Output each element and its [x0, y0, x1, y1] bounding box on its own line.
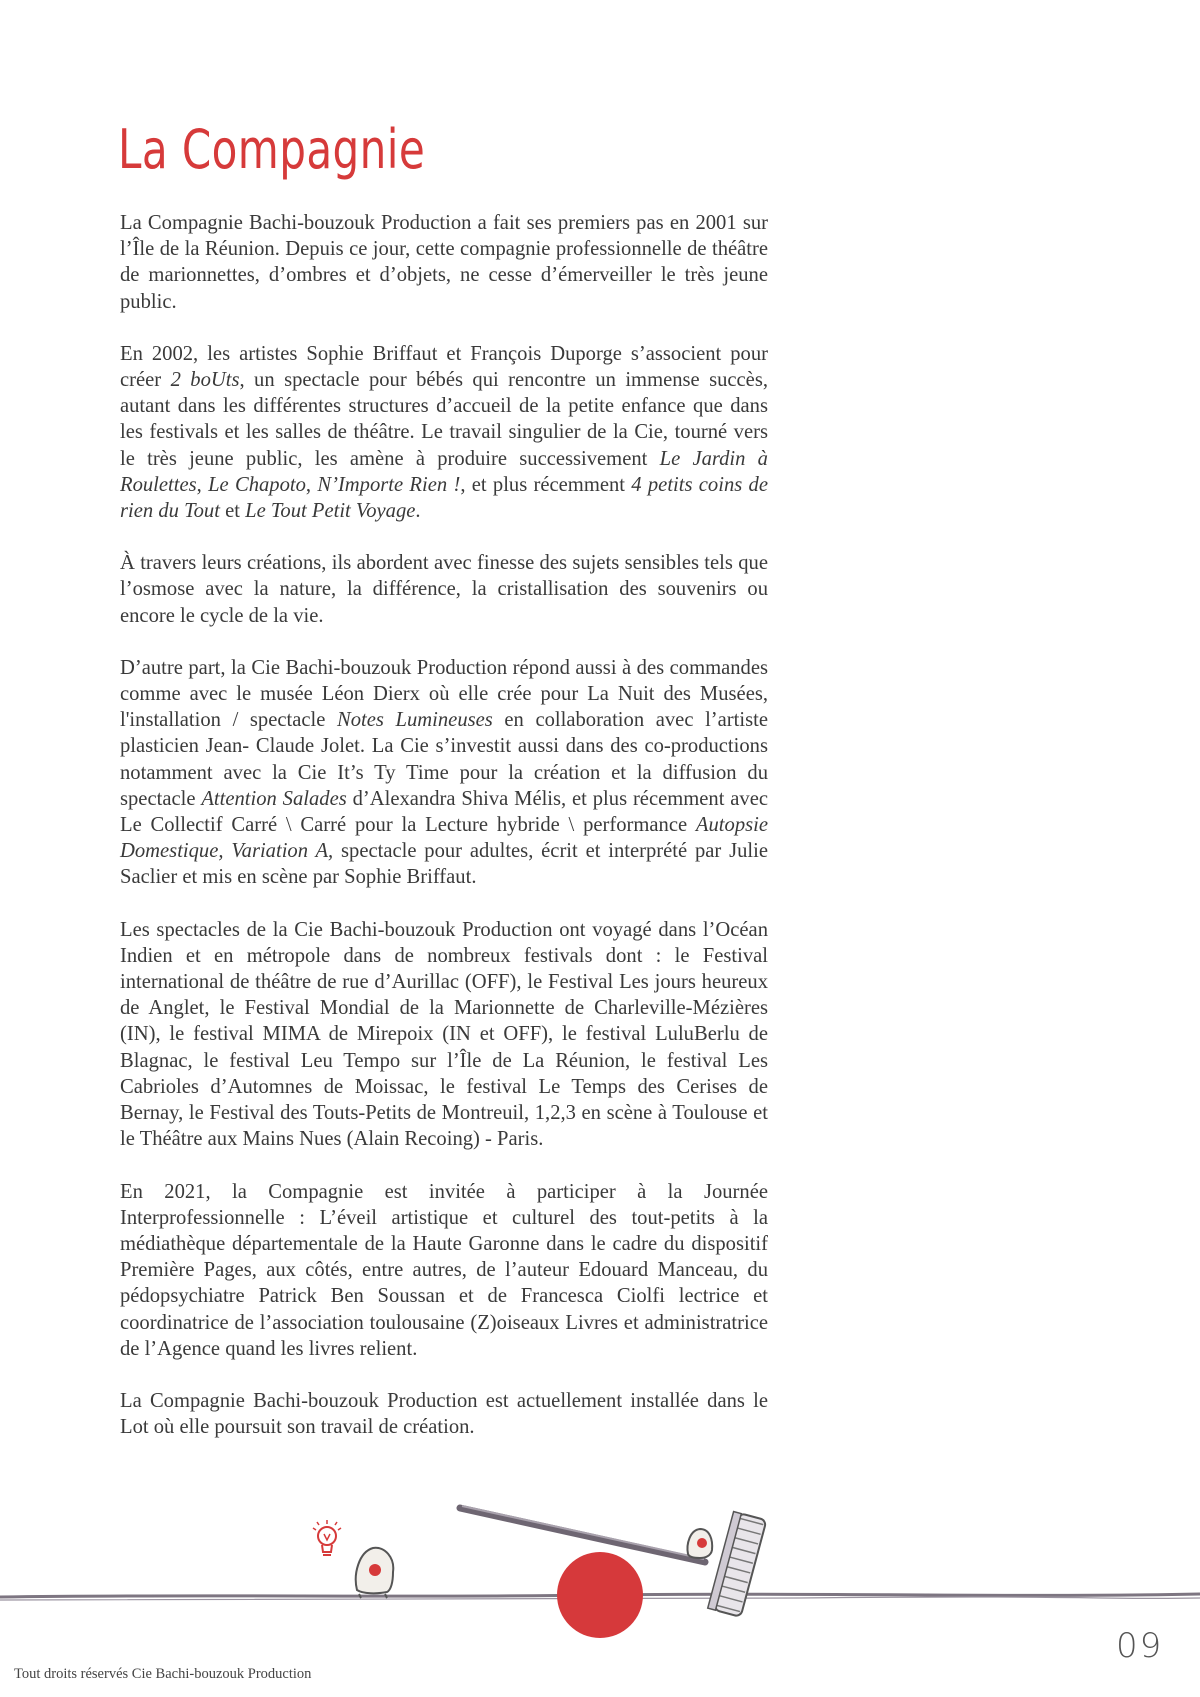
paragraph-themes: À travers leurs créations, ils abordent avec finesse des sujets sensibles tels que l’osmose avec la nature, la différence, la cristallisation des souvenirs ou encore le cycle de la vie.	[120, 552, 768, 627]
page-number: 09	[1116, 1626, 1164, 1666]
paragraph-intro: La Compagnie Bachi-bouzouk Production a fait ses premiers pas en 2001 sur l’Île de la Réunion. Depuis ce jour, cette compagnie professionnelle de théâtre de marionnettes, d’ombres et d’objets, ne cesse d’émerveiller le très jeune public.	[120, 212, 768, 313]
paragraph-history: En 2002, les artistes Sophie Briffaut et François Duporge s’associent pour créer 2 boUts, un spectacle pour bébés qui rencontre un immense succès, autant dans les différentes structures d’accueil de la petite enfance que dans les festivals et les salles de théâtre. Le travail singulier de la Cie, tourné vers le très jeune public, les amène à produire successivement Le Jardin à Roulettes, Le Chapoto, N’Importe Rien !, et plus récemment 4 petits coins de rien du Tout et Le Tout Petit Voyage.	[120, 342, 768, 523]
paragraph-commissions: D’autre part, la Cie Bachi-bouzouk Production répond aussi à des commandes comme avec le musée Léon Dierx où elle crée pour La Nuit des Musées, l'installation / spectacle Notes Lumineuses en collaboration avec l’artiste plasticien Jean- Claude Jolet. La Cie s’investit aussi dans des co-productions notamment avec la Cie It’s Ty Time pour la création et la diffusion du spectacle Attention Salades d’Alexandra Shiva Mélis, et plus récemment avec Le Collectif Carré \ Carré pour la Lecture hybride \ performance Autopsie Domestique, Variation A, spectacle pour adultes, écrit et interprété par Julie Saclier et mis en scène par Sophie Briffaut.	[120, 656, 768, 889]
broom-icon	[708, 1512, 767, 1617]
body-text	[120, 210, 768, 1466]
paragraph-current: La Compagnie Bachi-bouzouk Production est actuellement installée dans le Lot où elle poursuit son travail de création.	[120, 1389, 768, 1439]
egg-character	[356, 1548, 393, 1598]
lightbulb-icon	[313, 1520, 341, 1555]
page-title: La Compagnie	[118, 118, 426, 181]
footer-illustration	[0, 1490, 1200, 1640]
copyright-footer: Tout droits réservés Cie Bachi-bouzouk Production	[14, 1666, 312, 1682]
paragraph-festivals: Les spectacles de la Cie Bachi-bouzouk Production ont voyagé dans l’Océan Indien et en métropole dans de nombreux festivals dont : le Festival international de théâtre de rue d’Aurillac (OFF), le Festival Les jours heureux de Anglet, le Festival Mondial de la Marionnette de Charleville-Mézières (IN), le festival MIMA de Mirepoix (IN et OFF), le festival LuluBerlu de Blagnac, le festival Leu Tempo sur l’Île de La Réunion, le festival Les Cabrioles d’Automnes de Moissac, le festival Le Temps des Cerises de Bernay, le Festival des Touts-Petits de Montreuil, 1,2,3 en scène à Toulouse et le Théâtre aux Mains Nues (Alain Recoing) - Paris.	[120, 918, 768, 1151]
small-egg-character	[688, 1529, 713, 1558]
red-ball	[557, 1552, 643, 1638]
paragraph-2021: En 2021, la Compagnie est invitée à participer à la Journée Interprofessionnelle : L’éveil artistique et culturel des tout-petits à la médiathèque départementale de la Haute Garonne dans le cadre du dispositif Première Pages, aux côtés, entre autres, de l’auteur Edouard Manceau, du pédopsychiatre Patrick Ben Soussan et de Francesca Ciolfi lectrice et coordinatrice de l’association toulousaine (Z)oiseaux Livres et administratrice de l’Agence quand les livres relient.	[120, 1180, 768, 1360]
seesaw-stick	[460, 1508, 705, 1562]
